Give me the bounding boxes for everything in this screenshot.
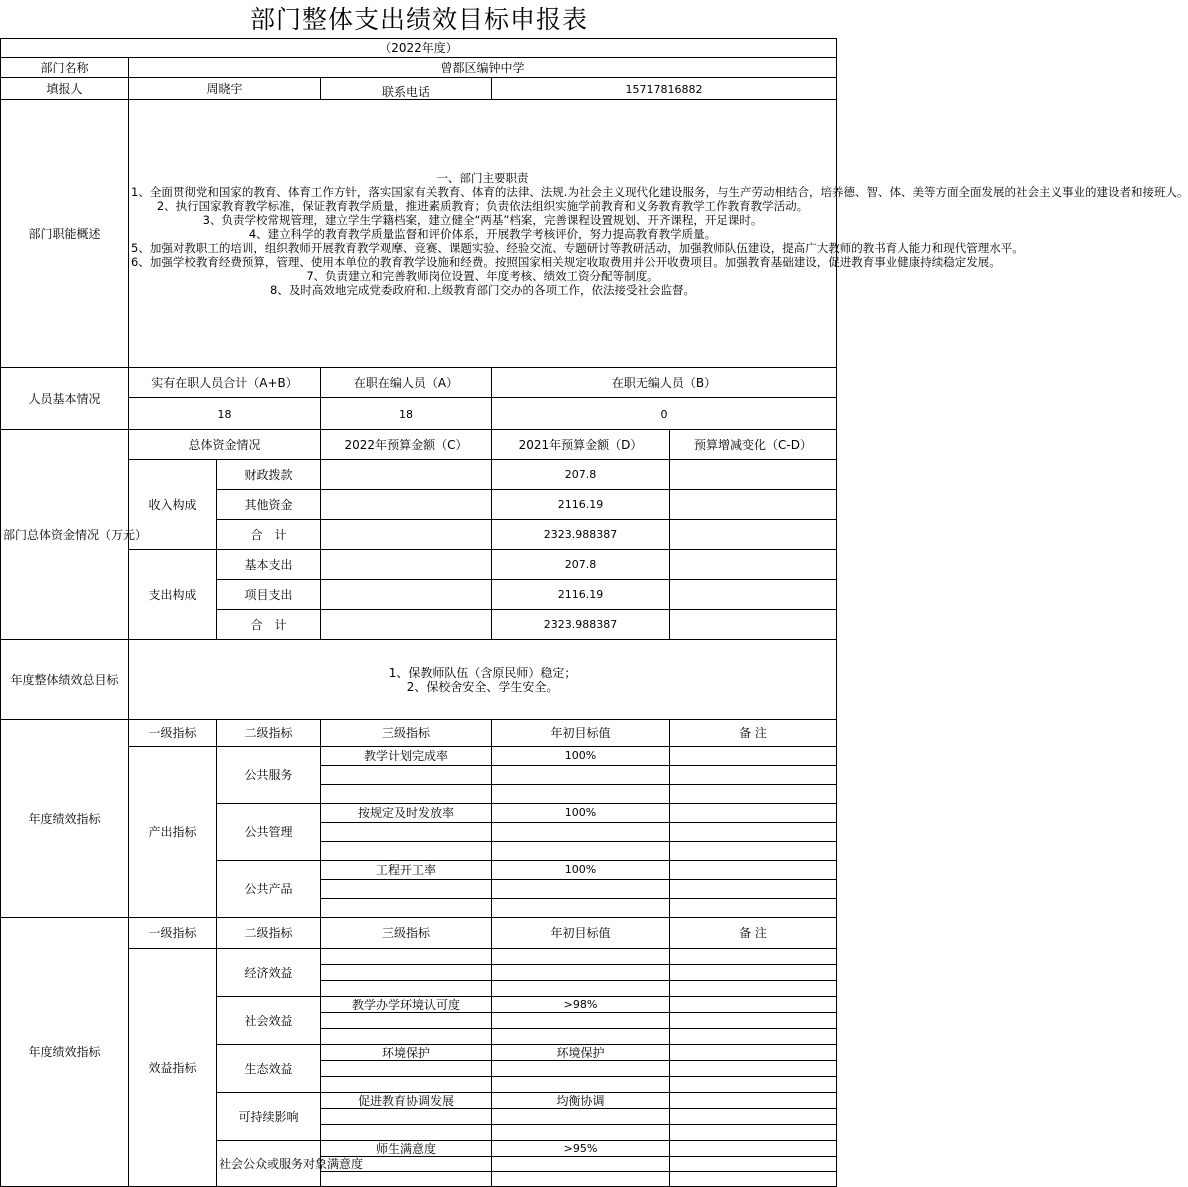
indicator-target: 100% (492, 747, 670, 766)
indicator-target (492, 785, 670, 804)
expense-c (321, 580, 492, 610)
indicator-note (670, 747, 837, 766)
indicator-target (492, 949, 670, 965)
indicator-target (492, 981, 670, 997)
funds-cd-label: 预算增减变化（C-D） (670, 430, 837, 460)
funds-overall-label: 总体资金情况 (129, 430, 321, 460)
income-c (321, 520, 492, 550)
staff-a-label: 在职在编人员（A） (321, 368, 492, 398)
indicator-note (670, 1045, 837, 1061)
indicator-target (492, 899, 670, 918)
form-title: 部门整体支出绩效目标申报表 (249, 5, 588, 34)
indicator-name (321, 1172, 492, 1187)
income-cd (670, 460, 837, 490)
indicator-note (670, 1157, 837, 1172)
indicator-target (492, 1125, 670, 1141)
indicator-name (321, 949, 492, 965)
funds-label: 部门总体资金情况（万元） (1, 430, 129, 640)
indicator-target (492, 842, 670, 861)
staff-total-value: 18 (129, 398, 321, 430)
indicator-note (670, 1077, 837, 1093)
public-product: 公共产品 (217, 861, 321, 918)
indicator-name (321, 1013, 492, 1029)
indicator-target (492, 1109, 670, 1125)
indicator-target (492, 1157, 670, 1172)
indicator-name (321, 1029, 492, 1045)
indicator-name: 促进教育协调发展 (321, 1093, 492, 1109)
goal-line: 2、保校舍安全、学生安全。 (406, 679, 559, 694)
indicator-target: 均衡协调 (492, 1093, 670, 1109)
funds-d-label: 2021年预算金额（D） (492, 430, 670, 460)
income-item: 财政拨款 (217, 460, 321, 490)
indicator-note (670, 766, 837, 785)
perf1-h4: 年初目标值 (492, 720, 670, 747)
indicator-note (670, 1125, 837, 1141)
perf1-label: 年度绩效指标 (1, 720, 129, 918)
income-c (321, 460, 492, 490)
goal-line: 1、保教师队伍（含原民师）稳定； (388, 665, 577, 680)
perf1-h3: 三级指标 (321, 720, 492, 747)
indicator-note (670, 1029, 837, 1045)
expense-cd (670, 580, 837, 610)
duty-line: 一、部门主要职责 (436, 170, 529, 185)
filler-label: 填报人 (1, 78, 129, 100)
indicator-note (670, 1109, 837, 1125)
satisfaction: 社会公众或服务对象满意度 (217, 1141, 321, 1187)
indicator-note (670, 785, 837, 804)
perf2-h3: 三级指标 (321, 918, 492, 949)
duty-line: 2、执行国家教育教学标准，保证教育教学质量，推进素质教育；负责依法组织实施学前教育和义务教育教学工作教育教学活动。 (156, 198, 809, 213)
income-d: 207.8 (492, 460, 670, 490)
indicator-name (321, 1109, 492, 1125)
duty-line: 6、加强学校教育经费预算，管理、使用本单位的教育教学设施和经费。按照国家相关规定收取费用并公开收费项目。加强教育基础建设，促进教育事业健康持续稳定发展。 (131, 254, 1001, 269)
indicator-note (670, 804, 837, 823)
staff-total-label: 实有在职人员合计（A+B） (129, 368, 321, 398)
indicator-note (670, 880, 837, 899)
indicator-note (670, 981, 837, 997)
perf2-label: 年度绩效指标 (1, 918, 129, 1187)
indicator-name (321, 842, 492, 861)
indicator-target (492, 965, 670, 981)
perf2-h2: 二级指标 (217, 918, 321, 949)
expense-item: 基本支出 (217, 550, 321, 580)
report-table (0, 38, 1188, 1187)
economic-benefit: 经济效益 (217, 949, 321, 997)
indicator-name (321, 1061, 492, 1077)
indicator-note (670, 997, 837, 1013)
duties-label: 部门职能概述 (1, 100, 129, 368)
perf1-h1: 一级指标 (129, 720, 217, 747)
expense-c (321, 550, 492, 580)
indicator-target: 100% (492, 861, 670, 880)
indicator-target: 100% (492, 804, 670, 823)
indicator-name: 工程开工率 (321, 861, 492, 880)
dept-value: 曾都区编钟中学 (129, 58, 837, 78)
indicator-note (670, 949, 837, 965)
perf1-h2: 二级指标 (217, 720, 321, 747)
indicator-name (321, 1125, 492, 1141)
duty-line: 3、负责学校常规管理，建立学生学籍档案，建立健全“两基”档案，完善课程设置规划、开齐课程，开足课时。 (202, 212, 763, 227)
indicator-name (321, 965, 492, 981)
income-cd (670, 490, 837, 520)
indicator-name (321, 766, 492, 785)
public-service: 公共服务 (217, 747, 321, 804)
output-indicator: 产出指标 (129, 747, 217, 918)
indicator-target (492, 880, 670, 899)
perf2-h1: 一级指标 (129, 918, 217, 949)
indicator-note (670, 1013, 837, 1029)
indicator-name (321, 785, 492, 804)
expense-c (321, 610, 492, 640)
indicator-target (492, 1029, 670, 1045)
expense-d: 2323.988387 (492, 610, 670, 640)
duties-text (129, 100, 1188, 368)
perf1-h5: 备 注 (670, 720, 837, 747)
indicator-target (492, 1172, 670, 1187)
expense-item: 合 计 (217, 610, 321, 640)
perf2-h4: 年初目标值 (492, 918, 670, 949)
expense-d: 207.8 (492, 550, 670, 580)
income-d: 2323.988387 (492, 520, 670, 550)
indicator-name (321, 880, 492, 899)
indicator-note (670, 861, 837, 880)
indicator-note (670, 842, 837, 861)
indicator-note (670, 1172, 837, 1187)
indicator-target (492, 823, 670, 842)
goal-label: 年度整体绩效总目标 (1, 640, 129, 720)
income-item: 其他资金 (217, 490, 321, 520)
expense-cd (670, 550, 837, 580)
indicator-name: 教学办学环境认可度 (321, 997, 492, 1013)
indicator-name (321, 899, 492, 918)
phone-value: 15717816882 (492, 78, 837, 100)
indicator-name: 教学计划完成率 (321, 747, 492, 766)
income-d: 2116.19 (492, 490, 670, 520)
indicator-target (492, 766, 670, 785)
indicator-target: 环境保护 (492, 1045, 670, 1061)
social-benefit: 社会效益 (217, 997, 321, 1045)
indicator-target (492, 1077, 670, 1093)
perf2-h5: 备 注 (670, 918, 837, 949)
indicator-note (670, 1061, 837, 1077)
staff-a-value: 18 (321, 398, 492, 430)
indicator-name (321, 823, 492, 842)
public-management: 公共管理 (217, 804, 321, 861)
income-label: 收入构成 (129, 460, 217, 550)
indicator-note (670, 899, 837, 918)
duty-line: 1、全面贯彻党和国家的教育、体育工作方针，落实国家有关教育、体育的法律、法规.为社会主义现代化建设服务，与生产劳动相结合，培养德、智、体、美等方面全面发展的社会主义事业的建设者和接班人。 (131, 184, 1188, 199)
dept-label: 部门名称 (1, 58, 129, 78)
indicator-name: 师生满意度 (321, 1141, 492, 1157)
duty-line: 7、负责建立和完善教师岗位设置、年度考核、绩效工资分配等制度。 (306, 268, 659, 283)
income-cd (670, 520, 837, 550)
staff-label: 人员基本情况 (1, 368, 129, 430)
duty-line: 4、建立科学的教育教学质量监督和评价体系，开展教学考核评价，努力提高教育教学质量。 (248, 226, 717, 241)
expense-cd (670, 610, 837, 640)
indicator-name: 按规定及时发放率 (321, 804, 492, 823)
duty-line: 8、及时高效地完成党委政府和.上级教育部门交办的各项工作，依法接受社会监督。 (270, 282, 695, 297)
indicator-note (670, 965, 837, 981)
indicator-target (492, 1061, 670, 1077)
eco-benefit: 生态效益 (217, 1045, 321, 1093)
indicator-note (670, 1093, 837, 1109)
indicator-name (321, 981, 492, 997)
indicator-target: >98% (492, 997, 670, 1013)
sustainable-impact: 可持续影响 (217, 1093, 321, 1141)
staff-b-value: 0 (492, 398, 837, 430)
income-item: 合 计 (217, 520, 321, 550)
phone-label: 联系电话 (321, 78, 492, 100)
indicator-note (670, 823, 837, 842)
indicator-note (670, 1141, 837, 1157)
duty-line: 5、加强对教职工的培训，组织教师开展教育教学观摩、竞赛、课题实验、经验交流、专题研讨等教研活动，加强教师队伍建设，提高广大教师的教书育人能力和现代管理水平。 (131, 240, 1024, 255)
indicator-target (492, 1013, 670, 1029)
goal-text (129, 640, 837, 720)
indicator-name (321, 1077, 492, 1093)
expense-d: 2116.19 (492, 580, 670, 610)
income-c (321, 490, 492, 520)
staff-b-label: 在职无编人员（B） (492, 368, 837, 398)
expense-item: 项目支出 (217, 580, 321, 610)
indicator-name: 环境保护 (321, 1045, 492, 1061)
indicator-target: >95% (492, 1141, 670, 1157)
filler-value: 周晓宇 (129, 78, 321, 100)
benefit-indicator: 效益指标 (129, 949, 217, 1187)
expense-label: 支出构成 (129, 550, 217, 640)
funds-c-label: 2022年预算金额（C） (321, 430, 492, 460)
year-cell: （2022年度） (1, 39, 837, 58)
